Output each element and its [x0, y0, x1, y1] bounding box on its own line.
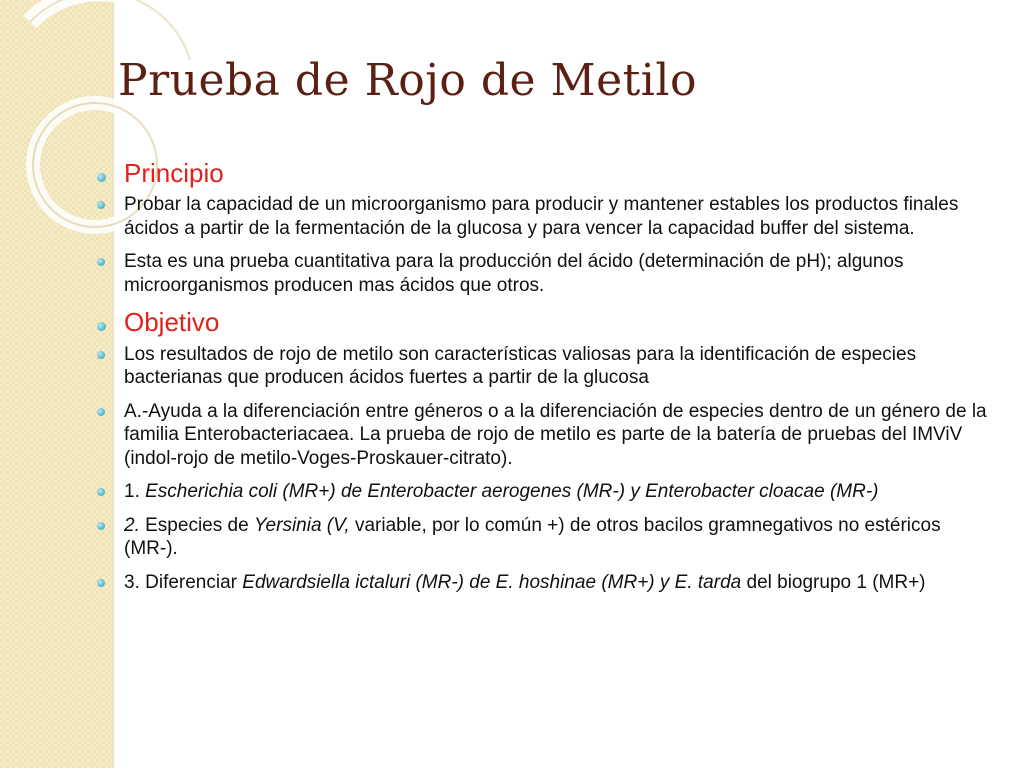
bullet-icon	[97, 488, 105, 496]
objetivo-text-5c: del biogrupo 1 (MR+)	[741, 571, 926, 593]
bullet-icon	[97, 258, 105, 266]
bullet-icon	[97, 408, 105, 416]
list-item-principio	[90, 158, 990, 189]
list-item	[90, 400, 990, 471]
list-item	[90, 571, 990, 595]
objetivo-text-3a: 1.	[124, 481, 146, 503]
bullet-list	[90, 158, 990, 604]
list-item	[90, 250, 990, 297]
bullet-icon	[97, 579, 105, 587]
principio-text-1: Probar la capacidad de un microorganismo para producir y mantener estables los productos finales ácidos a partir de la fermentación de la glucosa y para vencer la capacidad buffer del sistema.	[124, 194, 959, 239]
list-item	[90, 343, 990, 390]
bullet-icon	[97, 351, 105, 359]
objetivo-text-4b: Especies de	[139, 514, 254, 536]
bullet-icon	[97, 173, 106, 182]
heading-principio: Principio	[124, 158, 224, 188]
objetivo-text-5a: 3. Diferenciar	[124, 571, 243, 593]
objetivo-text-1: Los resultados de rojo de metilo son características valiosas para la identificación de especies bacterianas que producen ácidos fuertes a partir de la glucosa	[124, 343, 917, 389]
list-item-objetivo	[90, 307, 990, 338]
slide-title: Prueba de Rojo de Metilo	[118, 55, 697, 106]
objetivo-text-4a: 2.	[124, 514, 140, 536]
list-item	[90, 480, 990, 504]
principio-text-2: Esta es una prueba cuantitativa para la producción del ácido (determinación de pH); algunos microorganismos producen mas ácidos que otros.	[124, 251, 904, 296]
objetivo-text-4d: variable, por lo común +) de otros bacilos gramnegativos no estéricos (MR-).	[124, 514, 941, 560]
heading-objetivo: Objetivo	[124, 307, 220, 338]
objetivo-text-4c: Yersinia (V,	[253, 514, 350, 536]
objetivo-text-3b: Escherichia coli (MR+) de Enterobacter aerogenes (MR-) y Enterobacter cloacae (MR-)	[145, 481, 879, 503]
objetivo-text-2: A.-Ayuda a la diferenciación entre géneros o a la diferenciación de especies dentro de un género de la familia Enterobacteriacaea. La prueba de rojo de metilo es parte de la batería de pruebas del IMViV (indol-rojo de metilo-Voges-Proskauer-citrato).	[124, 400, 987, 469]
list-item	[90, 514, 990, 561]
bullet-icon	[97, 201, 105, 209]
bullet-icon	[97, 322, 106, 331]
objetivo-text-5b: Edwardsiella ictaluri (MR-) de E. hoshinae (MR+) y E. tarda	[242, 571, 742, 593]
bullet-icon	[97, 522, 105, 530]
list-item	[90, 193, 990, 240]
